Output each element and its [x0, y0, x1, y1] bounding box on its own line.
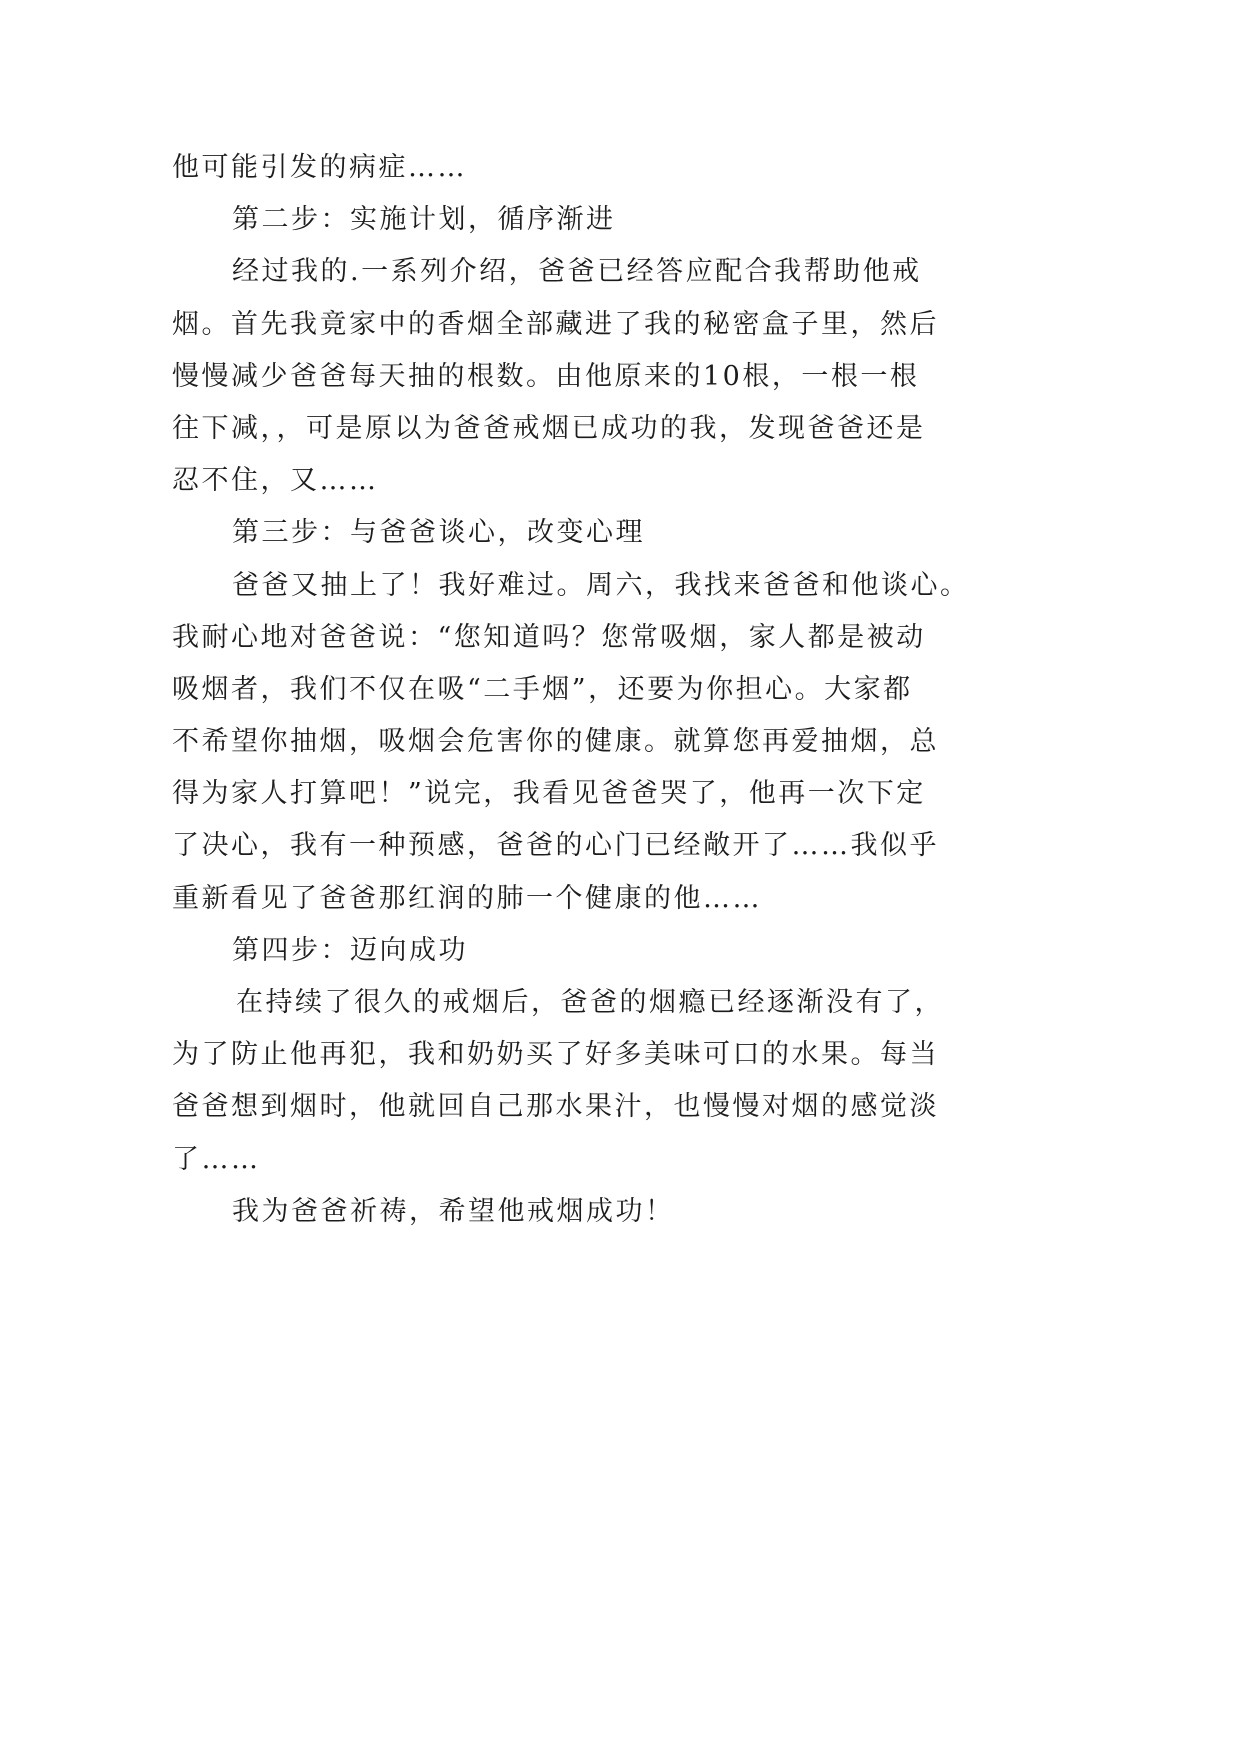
- body-text-line: 爸爸又抽上了！我好难过。周六，我找来爸爸和他谈心。: [232, 569, 970, 601]
- continued-paragraph: [172, 142, 1072, 194]
- body-text-line: 经过我的.一系列介绍，爸爸已经答应配合我帮助他戒: [232, 256, 922, 288]
- body-text-line: 了决心，我有一种预感，爸爸的心门已经敞开了……我似乎: [172, 830, 939, 862]
- body-text-line: 在持续了很久的戒烟后，爸爸的烟瘾已经逐渐没有了，: [236, 987, 944, 1018]
- body-text-line: 烟。首先我竟家中的香烟全部藏进了我的秘密盒子里，然后: [172, 308, 939, 340]
- body-text-line: 我为爸爸祈祷，希望他戒烟成功！: [232, 1195, 675, 1227]
- paragraph: [172, 560, 1072, 925]
- body-text-line: 他可能引发的病症……: [172, 152, 467, 183]
- body-text-line: 往下减，，可是原以为爸爸戒烟已成功的我，发现爸爸还是: [172, 412, 926, 444]
- body-text-line: 为了防止他再犯，我和奶奶买了好多美味可口的水果。每当: [172, 1039, 939, 1071]
- paragraph: [172, 246, 1072, 507]
- body-text-line: 我耐心地对爸爸说：“您知道吗？您常吸烟，家人都是被动: [172, 621, 926, 653]
- body-text-line: 了……: [172, 1143, 261, 1175]
- body-text-line: 得为家人打算吧！”说完，我看见爸爸哭了，他再一次下定: [172, 778, 926, 810]
- step-section: [172, 925, 1072, 1186]
- closing-paragraph: [172, 1186, 1072, 1238]
- paragraph: [172, 977, 1072, 1186]
- body-text-line: 不希望你抽烟，吸烟会危害你的健康。就算您再爱抽烟，总: [172, 726, 939, 758]
- document-body: [172, 142, 1072, 1238]
- body-text-line: 吸烟者，我们不仅在吸“二手烟”，还要为你担心。大家都: [172, 673, 913, 705]
- body-text-line: 慢慢减少爸爸每天抽的根数。由他原来的10根，一根一根: [172, 360, 920, 392]
- step-heading: 第三步：与爸爸谈心，改变心理: [232, 517, 645, 549]
- step-section: [172, 194, 1072, 507]
- step-heading: 第四步：迈向成功: [232, 934, 468, 966]
- body-text-line: 忍不住，又……: [172, 465, 379, 497]
- body-text-line: 爸爸想到烟时，他就回自己那水果汁，也慢慢对烟的感觉淡: [172, 1091, 939, 1123]
- body-text-line: 重新看见了爸爸那红润的肺一个健康的他……: [172, 882, 762, 914]
- step-heading: 第二步：实施计划，循序渐进: [232, 204, 616, 236]
- step-section: [172, 507, 1072, 925]
